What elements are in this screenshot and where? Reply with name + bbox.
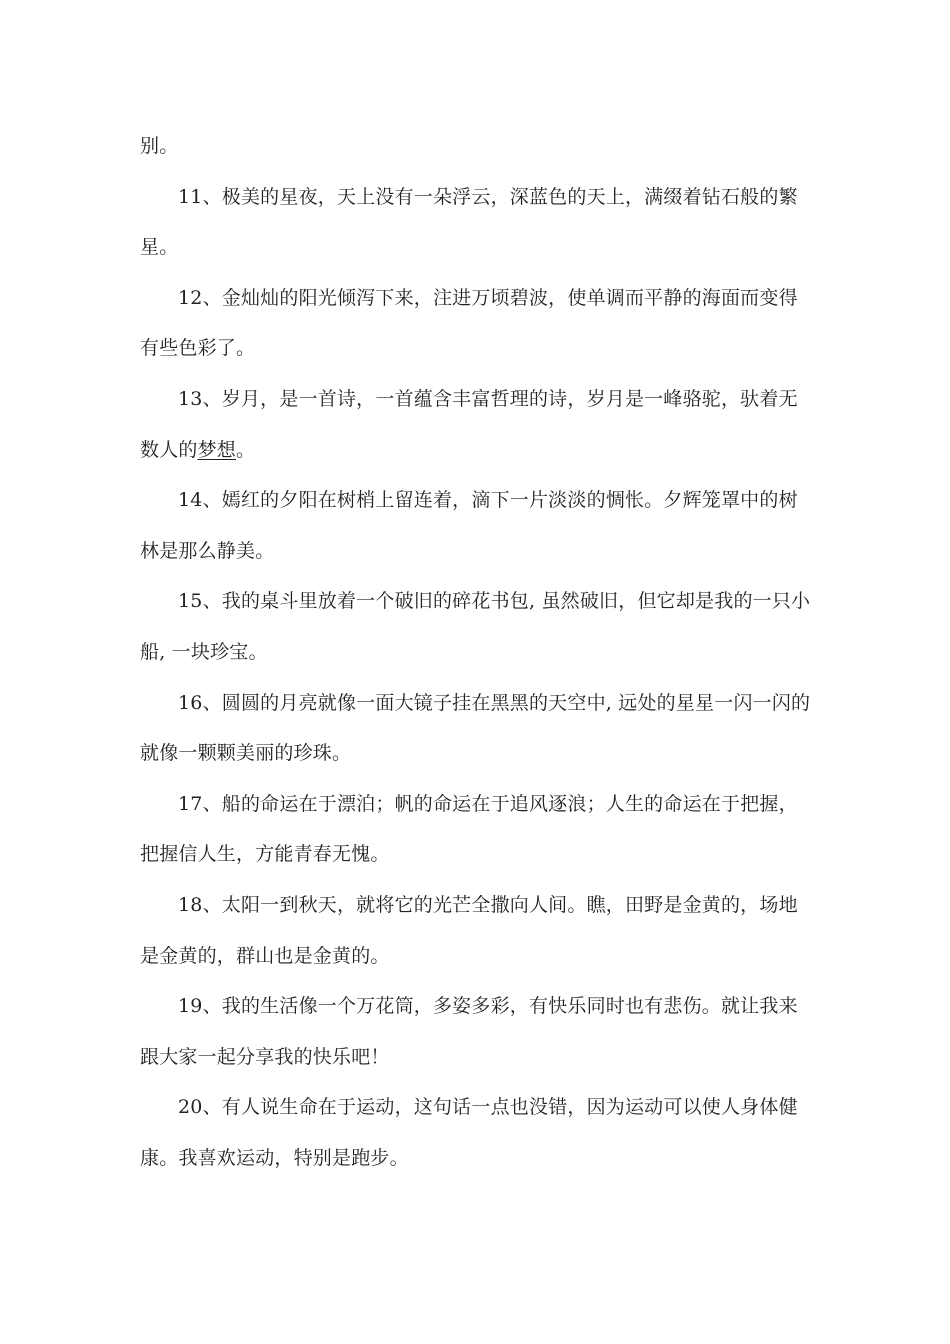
paragraph-13-text: 13、岁月，是一首诗，一首蕴含丰富哲理的诗，岁月是一峰骆驼，驮着无数人的 [140,387,798,461]
dream-link[interactable]: 梦想 [197,438,237,461]
paragraph-16: 16、圆圆的月亮就像一面大镜子挂在黑黑的天空中, 远处的星星一闪一闪的就像一颗颗美丽的珍珠。 [140,691,811,765]
paragraph-20: 20、有人说生命在于运动，这句话一点也没错，因为运动可以使人身体健康。我喜欢运动，特别是跑步。 [140,1096,798,1169]
paragraph-continuation: 别。 [140,135,179,157]
paragraph-14: 14、嫣红的夕阳在树梢上留连着，滴下一片淡淡的惆怅。夕辉笼罩中的树林是那么静美。 [140,489,798,562]
paragraph-15: 15、我的桌斗里放着一个破旧的碎花书包, 虽然破旧，但它却是我的一只小船, 一块珍宝。 [140,590,811,663]
paragraph-11: 11、极美的星夜，天上没有一朵浮云，深蓝色的天上，满缀着钻石般的繁星。 [140,185,798,259]
paragraph-12: 12、金灿灿的阳光倾泻下来，注进万顷碧波，使单调而平静的海面而变得有些色彩了。 [140,286,798,360]
document-body [140,121,815,1183]
paragraph-17: 17、船的命运在于漂泊；帆的命运在于追风逐浪；人生的命运在于把握，把握信人生，方能青春无愧。 [140,792,798,866]
paragraph-13 [140,374,815,475]
paragraph-13-end: 。 [236,438,256,461]
paragraph-19: 19、我的生活像一个万花筒，多姿多彩，有快乐同时也有悲伤。就让我来跟大家一起分享我的快乐吧！ [140,995,798,1068]
paragraph-18: 18、太阳一到秋天，就将它的光芒全撒向人间。瞧，田野是金黄的，场地是金黄的，群山也是金黄的。 [140,893,798,967]
